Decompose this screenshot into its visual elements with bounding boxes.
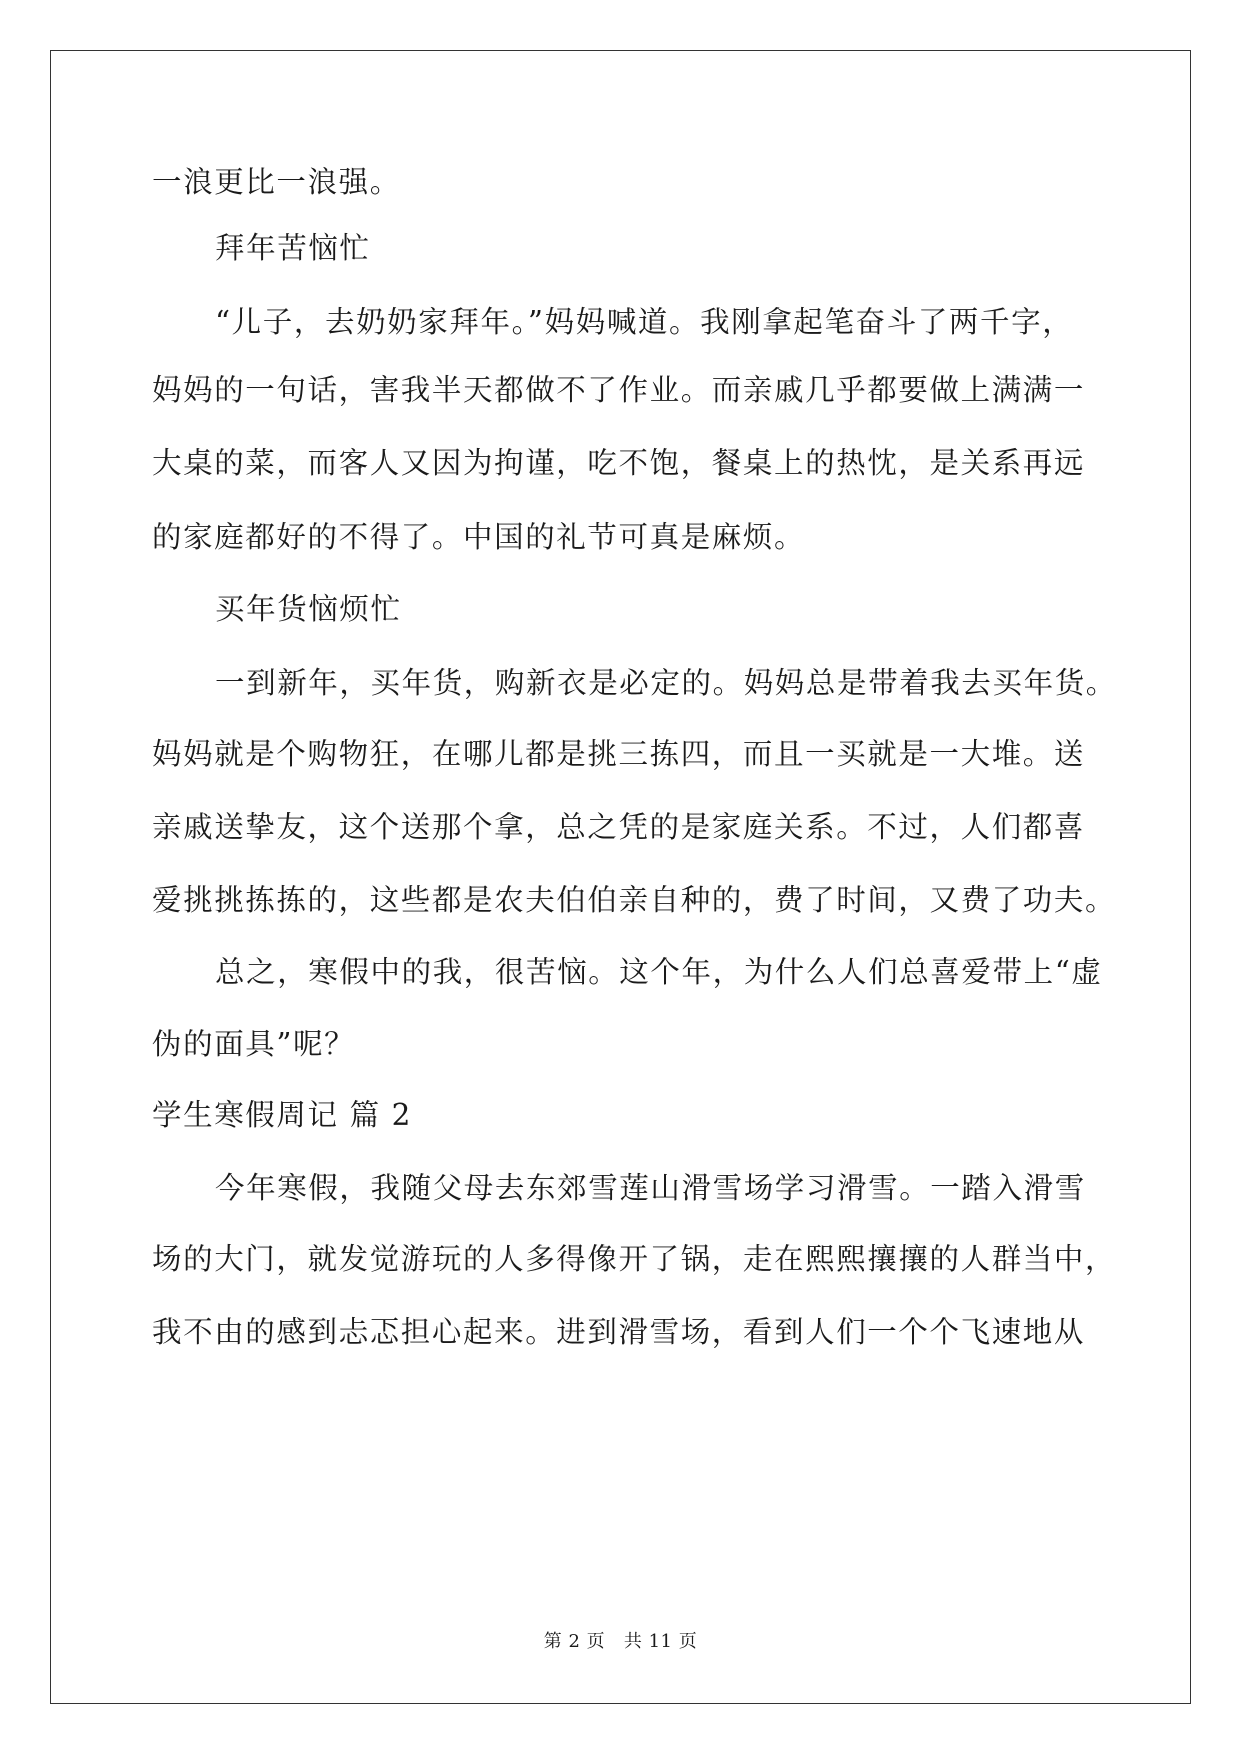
paragraph-line: 我不由的感到忐忑担心起来。进到滑雪场，看到人们一个个飞速地从 [152,1315,1086,1349]
paragraph-line: 一浪更比一浪强。 [152,165,401,199]
paragraph-line: 妈妈的一句话，害我半天都做不了作业。而亲戚几乎都要做上满满一 [152,373,1086,407]
paragraph-line: 伪的面具”呢？ [152,1027,356,1061]
page-border [50,50,1191,1704]
page-total: 共 11 页 [623,1631,698,1652]
paragraph-line: 的家庭都好的不得了。中国的礼节可真是麻烦。 [152,520,806,554]
paragraph-line: 妈妈就是个购物狂，在哪儿都是挑三拣四，而且一买就是一大堆。送 [152,737,1086,771]
section-heading-new-year-shopping: 买年货恼烦忙 [215,592,402,626]
paragraph-line: “儿子，去奶奶家拜年。”妈妈喊道。我刚拿起笔奋斗了两千字， [215,305,1074,339]
paragraph-line: 今年寒假，我随父母去东郊雪莲山滑雪场学习滑雪。一踏入滑雪 [215,1171,1086,1205]
paragraph-line: 一到新年，买年货，购新衣是必定的。妈妈总是带着我去买年货。 [215,666,1117,700]
article-title: 学生寒假周记 篇 2 [152,1098,413,1132]
section-heading-new-year-visits: 拜年苦恼忙 [215,231,371,265]
paragraph-line: 大桌的菜，而客人又因为拘谨，吃不饱，餐桌上的热忱，是关系再远 [152,446,1086,480]
paragraph-line: 爱挑挑拣拣的，这些都是农夫伯伯亲自种的，费了时间，又费了功夫。 [152,883,1117,917]
paragraph-line: 亲戚送挚友，这个送那个拿，总之凭的是家庭关系。不过，人们都喜 [152,810,1086,844]
page-footer [0,1627,1241,1653]
page-number: 第 2 页 [543,1631,606,1652]
paragraph-line: 总之，寒假中的我，很苦恼。这个年，为什么人们总喜爱带上“虚 [215,955,1103,989]
paragraph-line: 场的大门，就发觉游玩的人多得像开了锅，走在熙熙攘攘的人群当中， [152,1242,1117,1276]
